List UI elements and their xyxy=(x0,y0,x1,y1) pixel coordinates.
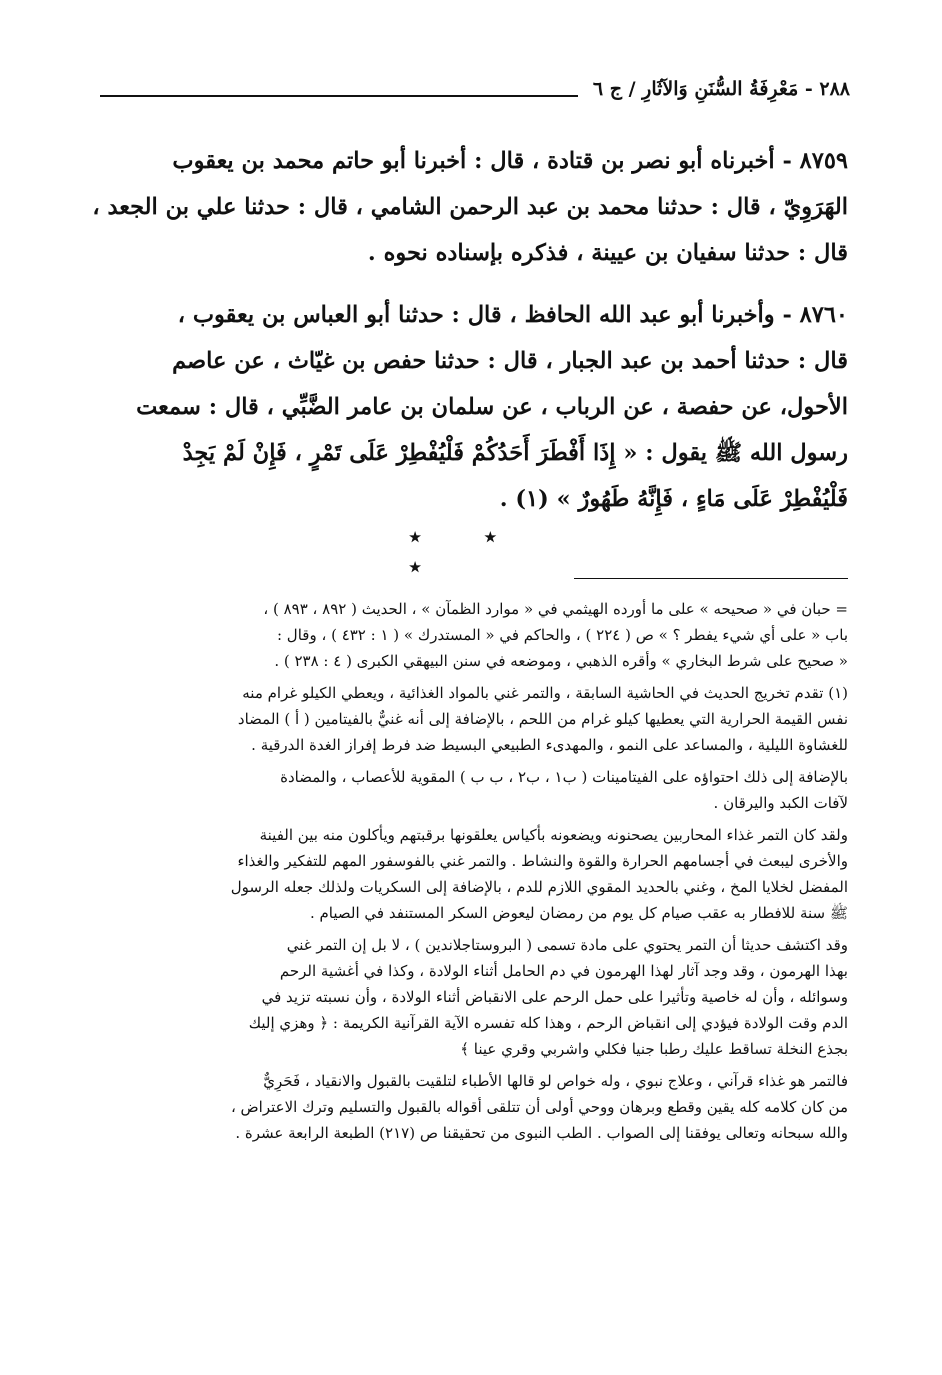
text-line: قال : حدثنا سفيان بن عيينة ، فذكره بإسناده نحوه . xyxy=(367,240,848,266)
footnote-paragraph xyxy=(100,1068,848,1146)
footnote-line: المفضل لخلايا المخ ، وغني بالحديد المقوي اللازم للدم ، بالإضافة إلى السكريات ولذلك جعله الرسول xyxy=(230,878,848,896)
footnote-line: = حبان في « صحيحه » على ما أورده الهيثمي في « موارد الظمآن » ، الحديث ( ٨٩٢ ، ٨٩٣ ) ، xyxy=(263,600,848,618)
section-separator xyxy=(380,522,580,582)
footnote-paragraph xyxy=(100,764,848,816)
page-header xyxy=(100,78,850,118)
text-line: ٨٧٥٩ - أخبرناه أبو نصر بن قتادة ، قال : أخبرنا أبو حاتم محمد بن يعقوب xyxy=(172,148,848,174)
hadith-8760 xyxy=(100,292,848,522)
text-line: قال : حدثنا أحمد بن عبد الجبار ، قال : حدثنا حفص بن غيّاث ، عن عاصم xyxy=(172,348,848,374)
footnote-line: للغشاوة الليلية ، والمساعد على النمو ، والمهدىء الطبيعي البسيط ضد فرط إفراز الغدة الدرقية . xyxy=(251,736,848,754)
separator-star-icon: ٭ xyxy=(408,522,423,552)
footnote-line: لآفات الكبد واليرقان . xyxy=(713,794,848,812)
footnotes xyxy=(100,596,848,1152)
text-line: رسول الله ﷺ يقول : « إِذَا أَفْطَرَ أَحَدُكُمْ فَلْيُفْطِرْ عَلَى تَمْرٍ ، فَإِنْ لَمْ يَجِدْ xyxy=(182,440,848,466)
footnote-line: والأخرى ليبعث في أجسامهم الحرارة والقوة والنشاط . والتمر غني بالفوسفور المهم للتفكير والغذاء xyxy=(237,852,848,870)
footnote-line: ولقد كان التمر غذاء المحاربين يصحنونه ويضعونه بأكياس يعلقونها برقبتهم ويأكلون منه بين الفينة xyxy=(259,826,848,844)
separator-star-icon: ٭ xyxy=(408,552,423,582)
footnote-line: فالتمر هو غذاء قرآني ، وعلاج نبوي ، وله خواص لو قالها الأطباء لتلقيت بالقبول والانقياد ، فَحَرِيٌّ xyxy=(263,1072,848,1090)
footnote-line: نفس القيمة الحرارية التي يعطيها كيلو غرام من اللحم ، بالإضافة إلى أنه غنيٌّ بالفيتامين ( أ ) المضاد xyxy=(237,710,848,728)
footnote-line: وقد اكتشف حديثا أن التمر يحتوي على مادة تسمى ( البروستاجلاندين ) ، لا بل إن التمر غني xyxy=(286,936,848,954)
footnote-line: « صحيح على شرط البخاري » وأقره الذهبي ، وموضعه في سنن البيهقي الكبرى ( ٤ : ٢٣٨ ) . xyxy=(274,652,848,670)
footnote-line: الدم وقت الولادة فيؤدي إلى انقباض الرحم ، وهذا كله تفسره الآية القرآنية الكريمة : ﴿ وهزي إليك xyxy=(248,1014,848,1032)
footnote-line: والله سبحانه وتعالى يوفقنا إلى الصواب . الطب النبوى من تحقيقنا ص (٢١٧) الطبعة الرابعة عشرة . xyxy=(235,1124,848,1142)
footnote-line: من كان كلامه كله يقين وقطع وبرهان ووحي أولى أن تتلقى أقواله بالقبول والتسليم وترك الاعتراض ، xyxy=(230,1098,848,1116)
main-text xyxy=(92,138,848,538)
header-rule xyxy=(100,95,578,97)
footnote-paragraph xyxy=(100,932,848,1062)
text-line: الهَرَوِيّ ، قال : حدثنا محمد بن عبد الرحمن الشامي ، قال : حدثنا علي بن الجعد ، xyxy=(92,194,848,220)
footnote-line: وسوائله ، وأن له خاصية وتأثيرا على حمل الرحم على الانقباض أثناء الولادة ، وأن نسبته تزيد في xyxy=(261,988,848,1006)
footnote-1 xyxy=(100,680,848,758)
footnote-line: (١) تقدم تخريج الحديث في الحاشية السابقة ، والتمر غني بالمواد الغذائية ، ويعطي الكيلو غرام منه xyxy=(242,684,848,702)
footnote-line: بهذا الهرمون ، وقد وجد آثار لهذا الهرمون في دم الحامل أثناء الولادة ، وكذا في أغشية الرحم xyxy=(279,962,848,980)
separator-star-icon: ٭ xyxy=(483,522,498,552)
footnote-line: بجذع النخلة تساقط عليك رطبا جنيا فكلي واشربي وقري عينا ﴾ xyxy=(460,1040,848,1058)
running-title: ٢٨٨ - مَعْرِفَةُ السُّنَنِ وَالآثَارِ / ج ٦ xyxy=(592,78,850,100)
text-line: الأحول، عن حفصة ، عن الرباب ، عن سلمان بن عامر الضَّبِّي ، قال : سمعت xyxy=(136,394,848,420)
footnote-rule xyxy=(574,578,848,579)
footnote-line: ﷺ سنة للافطار به عقب صيام كل يوم من رمضان ليعوض السكر المستنفد في الصيام . xyxy=(309,904,848,922)
footnote-line: بالإضافة إلى ذلك احتواؤه على الفيتامينات ( ب١ ، ب٢ ، ب ب ) المقوية للأعصاب ، والمضادة xyxy=(280,768,848,786)
footnote-continuation xyxy=(100,596,848,674)
footnote-line: باب « على أي شيء يفطر ؟ » ص ( ٢٢٤ ) ، والحاكم في « المستدرك » ( ١ : ٤٣٢ ) ، وقال : xyxy=(276,626,848,644)
text-line: ٨٧٦٠ - وأخبرنا أبو عبد الله الحافظ ، قال : حدثنا أبو العباس بن يعقوب ، xyxy=(177,302,848,328)
footnote-paragraph xyxy=(100,822,848,926)
text-line: فَلْيُفْطِرْ عَلَى مَاءٍ ، فَإِنَّهُ طَهُورٌ » (١) . xyxy=(499,486,848,512)
hadith-8759 xyxy=(92,138,848,276)
